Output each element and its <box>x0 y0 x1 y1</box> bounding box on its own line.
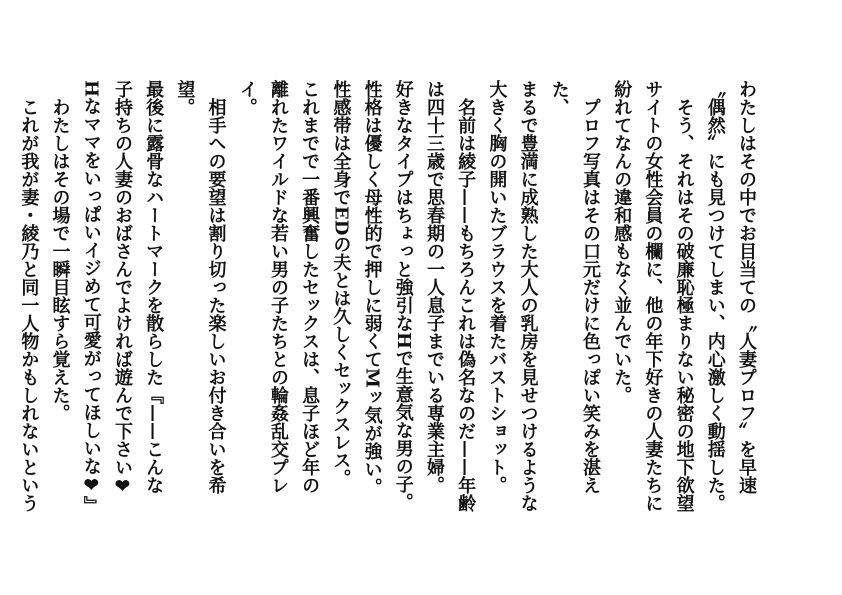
vertical-body-text <box>13 80 762 525</box>
text-line: まるで豊満に成熟した大人の乳房を見せつけるような <box>517 80 539 512</box>
text-line: わたしはその中でお目当ての〝人妻プロフ〟を早速 <box>736 80 757 494</box>
text-line: 好きなタイプはちょっと強引なHで生意気な男の子。 <box>392 80 414 512</box>
text-line: プロフ写真はその口元だけに色っぽい笑みを湛えた、 <box>548 80 601 494</box>
text-line: 性感帯は全身でEDの夫とは久しくセックスレス。 <box>330 80 352 488</box>
text-line: 相手への要望は割り切った楽しいお付き合いを希望。 <box>174 80 227 494</box>
text-line: 子持ちの人妻のおばさんでよければ遊んで下さい❤ <box>111 80 133 497</box>
text-line: 名前は綾子——もちろんこれは偽名なのだ——年齢 <box>455 80 477 512</box>
text-line: Hなママをいっぱいイジめて可愛がってほしいな❤』 <box>80 80 102 515</box>
text-line: 性格は優しく母性的で押しに弱くてMッ気が強い。 <box>361 80 383 496</box>
text-line: 最後に露骨なハートマークを散らした『——こんな <box>143 80 165 494</box>
text-line: サイトの女性会員の欄に、他の年下好きの人妻たちに <box>642 80 664 512</box>
text-line: そう、それはその破廉恥極まりない秘密の地下欲望 <box>673 80 695 512</box>
text-line: 大きく胸の開いたブラウスを着たバストショット。 <box>486 80 508 494</box>
text-line: これまでで一番興奮したセックスは、息子ほど年の <box>299 80 321 494</box>
text-line: これが我が妻・綾乃と同一人物かもしれないという <box>18 80 40 512</box>
text-line: は四十三歳で思春期の一人息子までいる専業主婦。 <box>423 80 445 494</box>
text-line: 離れたワイルドな若い男の子たちとの輪姦乱交プレイ。 <box>236 80 289 494</box>
text-line: 〝偶然〟にも見つけてしまい、内心激しく動揺した。 <box>704 80 726 512</box>
text-line: 紛れてなんの違和感もなく並んでいた。 <box>611 80 633 404</box>
text-line: わたしはその場で一瞬目眩すら覚えた。 <box>49 80 71 422</box>
